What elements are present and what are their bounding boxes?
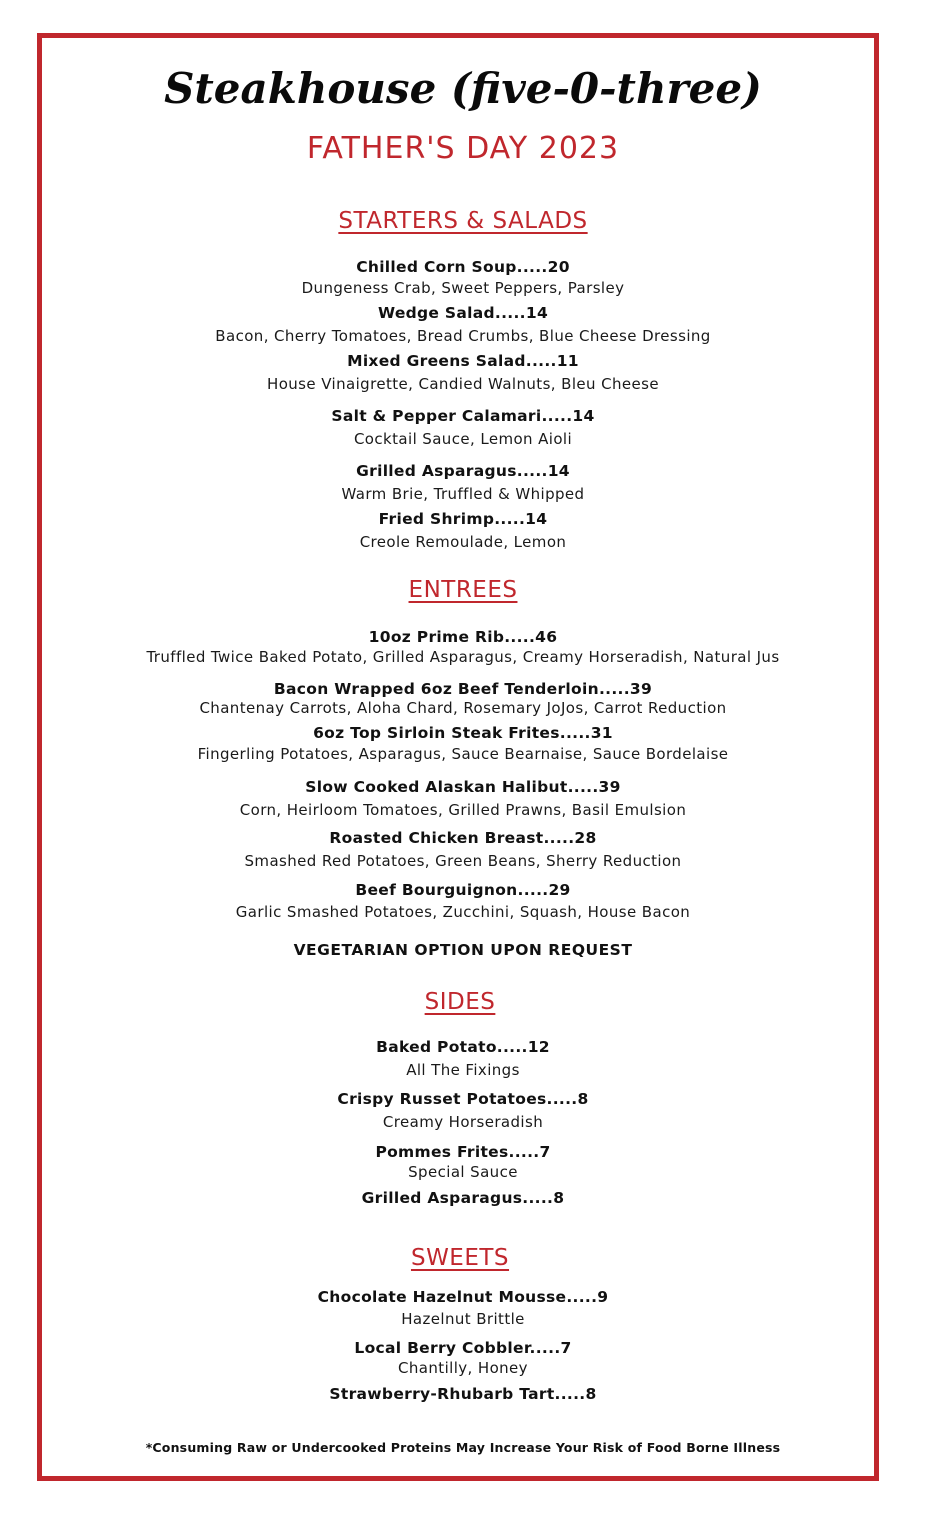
menu-item-name: Chocolate Hazelnut Mousse.....9 [317,1288,609,1306]
menu-item-description: Truffled Twice Baked Potato, Grilled Asparagus, Creamy Horseradish, Natural Jus [146,648,780,666]
section-heading-sides: SIDES [424,989,496,1015]
menu-item-description: Cocktail Sauce, Lemon Aioli [353,430,573,448]
menu-item-name: Grilled Asparagus.....14 [356,462,570,480]
food-safety-footnote: *Consuming Raw or Undercooked Proteins May Increase Your Risk of Food Borne Illness [145,1440,781,1455]
menu-item-name: 10oz Prime Rib.....46 [368,628,558,646]
menu-item-name: Wedge Salad.....14 [377,304,549,322]
menu-item-name: 6oz Top Sirloin Steak Frites.....31 [313,724,613,742]
menu-item-name: Slow Cooked Alaskan Halibut.....39 [305,778,621,796]
menu-item-name: Bacon Wrapped 6oz Beef Tenderloin.....39 [273,680,653,698]
menu-item-name: Beef Bourguignon.....29 [355,881,571,899]
menu-item-name: Mixed Greens Salad.....11 [347,352,579,370]
section-heading-entrees: ENTREES [408,577,518,603]
menu-item-name: Fried Shrimp.....14 [378,510,548,528]
menu-item-name: Local Berry Cobbler.....7 [354,1339,572,1357]
menu-item-name: Crispy Russet Potatoes.....8 [337,1090,589,1108]
menu-item-description: Fingerling Potatoes, Asparagus, Sauce Bearnaise, Sauce Bordelaise [197,745,729,763]
menu-item-description: Warm Brie, Truffled & Whipped [341,485,585,503]
menu-item-description: Corn, Heirloom Tomatoes, Grilled Prawns, Basil Emulsion [239,801,687,819]
vegetarian-note: VEGETARIAN OPTION UPON REQUEST [293,941,633,959]
menu-item-description: Chantenay Carrots, Aloha Chard, Rosemary JoJos, Carrot Reduction [199,699,727,717]
menu-item-description: Smashed Red Potatoes, Green Beans, Sherry Reduction [244,852,682,870]
menu-item-name: Strawberry-Rhubarb Tart.....8 [329,1385,597,1403]
menu-item-description: House Vinaigrette, Candied Walnuts, Bleu Cheese [267,375,659,393]
section-heading-sweets: SWEETS [410,1245,510,1271]
menu-item-description: Creole Remoulade, Lemon [359,533,567,551]
menu-item-name: Roasted Chicken Breast.....28 [329,829,597,847]
menu-item-description: Garlic Smashed Potatoes, Zucchini, Squash, House Bacon [235,903,691,921]
menu-item-description: Bacon, Cherry Tomatoes, Bread Crumbs, Blue Cheese Dressing [215,327,711,345]
menu-item-name: Grilled Asparagus.....8 [361,1189,565,1207]
menu-item-name: Pommes Frites.....7 [375,1143,551,1161]
menu-item-description: Dungeness Crab, Sweet Peppers, Parsley [301,279,625,297]
section-heading-starters: STARTERS & SALADS [338,208,588,234]
menu-item-description: Chantilly, Honey [398,1359,528,1377]
menu-item-name: Baked Potato.....12 [376,1038,550,1056]
restaurant-title: Steakhouse (five-0-three) [164,64,762,113]
menu-subtitle: FATHER'S DAY 2023 [306,131,620,166]
menu-item-name: Chilled Corn Soup.....20 [356,258,570,276]
menu-item-name: Salt & Pepper Calamari.....14 [331,407,595,425]
menu-item-description: Hazelnut Brittle [401,1310,525,1328]
menu-item-description: Creamy Horseradish [382,1113,544,1131]
menu-item-description: All The Fixings [406,1061,520,1079]
menu-item-description: Special Sauce [408,1163,518,1181]
